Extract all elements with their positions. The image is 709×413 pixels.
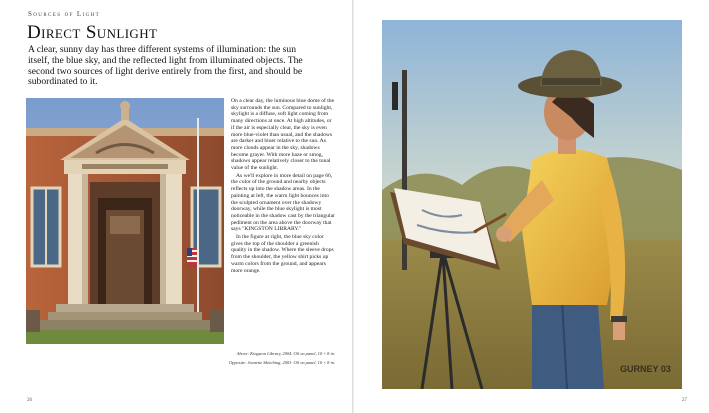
- body-copy: [231, 98, 335, 275]
- right-page: [354, 0, 709, 413]
- running-head: Sources of Light: [28, 10, 101, 18]
- lede-paragraph: A clear, sunny day has three different systems of illumination: the sun itself, the blue sky, and the reflected light from illuminated objects. The second two sources of light derive entirely from the first, and should be subordinated to it.: [28, 44, 303, 88]
- caption-above: Above: Kingston Library, 2004. Oil on panel, 10 × 8 in.: [236, 351, 335, 356]
- body-paragraph: In the figure at right, the blue sky color gives the top of the shoulder a greenish quality in the shadow. Where the sleeve drops from the shoulder, the yellow shirt picks up warm colors from the ground, and appears more orange.: [231, 234, 334, 274]
- caption-opposite: Opposite: Jeanette Sketching, 2003. Oil on panel, 10 × 8 in.: [229, 360, 335, 365]
- painting-signature: GURNEY 03: [620, 364, 671, 374]
- body-paragraph: As we'll explore in more detail on page 66, the color of the ground and nearby objects reflects up into the shadow areas. In the painting at left, the warm light bounces into the sculpted ornament over the shadowy doorway, while the blue skylight is most noticeable in the shadow cast by the triangular pediment on the area above the doorway that says "KINGSTON LIBRARY.": [231, 172, 335, 233]
- kingston-library-painting: [26, 98, 224, 344]
- page-number-right: 27: [682, 398, 687, 403]
- page-number-left: 26: [27, 398, 32, 403]
- body-paragraph: On a clear day, the luminous blue dome of the sky surrounds the sun. Compared to sunlight, skylight is a diffuse, soft light coming from many directions at once. At high altitudes, or if the air is especially clear, the sky is even more blue-violet than usual, and the shadows are darker and bluer relative to the sun. As more clouds appear in the sky, shadows become grayer. With more haze or smog, shadows appear relatively closer to the tonal value of the sunlight.: [231, 98, 335, 172]
- page-title: Direct Sunlight: [27, 22, 158, 43]
- left-page: [0, 0, 352, 413]
- jeanette-sketching-painting: [382, 20, 682, 389]
